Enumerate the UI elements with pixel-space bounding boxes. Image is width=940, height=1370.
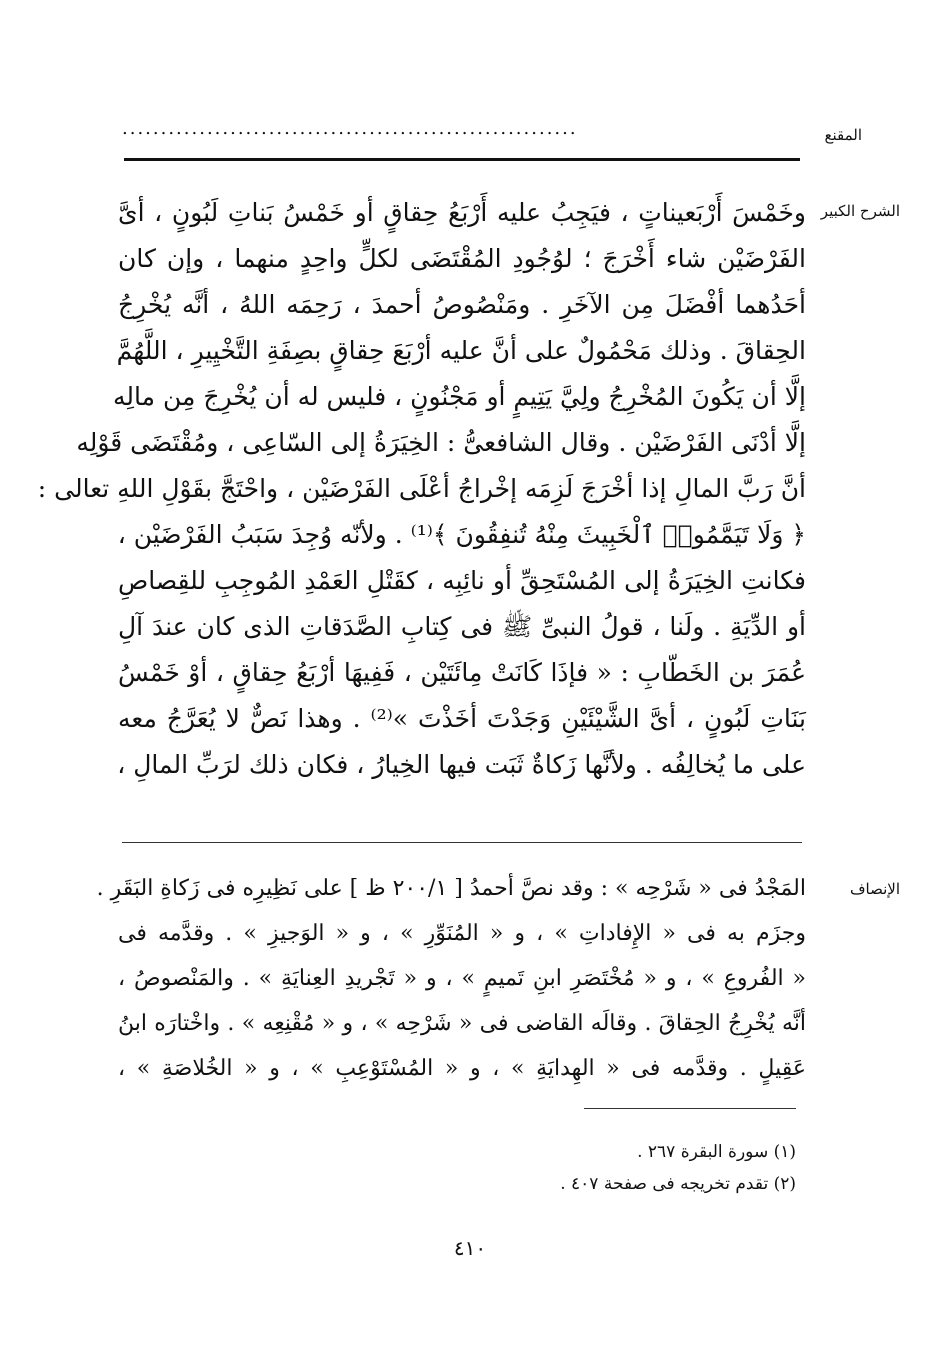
text-line: إلَّا أن يَكُونَ المُخْرِجُ ولِيَّ يَتِيمٍ أو مَجْنُونٍ ، فليس له أن يُخْرِجَ مِن مالِه	[113, 382, 806, 411]
text-line: أنَّ رَبَّ المالِ إذا أخْرَجَ لَزِمَه إخْراجُ أعْلَى الفَرْضَيْن ، واحْتَجَّ بقَوْلِ اللهِ تعالى :	[37, 474, 806, 503]
text-line: بَنَاتِ لَبُونٍ ، أىَّ الشَّيْئَيْنِ وَجَدْتَ أخَذْتَ »⁽²⁾ . وهذا نَصٌّ لا يُعَرَّجُ معه	[118, 704, 806, 733]
footnote-divider	[584, 1108, 796, 1109]
footnote: (٢) تقدم تخريجه فى صفحة ٤٠٧ .	[560, 1174, 796, 1194]
text-line: الفَرْضَيْن شاء أَخْرَجَ ؛ لوُجُودِ المُقْتَضَى لكلٍّ واحِدٍ منهما ، وإن كان	[118, 244, 806, 273]
text-line: أو الدِّيَةِ . ولَنا ، قولُ النبىِّ ﷺ فى كِتابِ الصَّدَقاتِ الذى كان عندَ آلِ	[118, 612, 806, 641]
text-line: المَجْدُ فى « شَرْحِه » : وقد نصَّ أحمدُ [ ٢٠٠/١ ظ ] على نَظِيرِه فى زَكاةِ البَقَرِ .	[96, 876, 806, 901]
text-line: وخَمْسَ أَرْبَعيناتٍ ، فيَجِبُ عليه أَرْبَعُ حِقاقٍ أو خَمْسُ بَناتِ لَبُونٍ ، أىَّ	[118, 198, 806, 227]
main-commentary-text	[37, 190, 806, 788]
margin-label-sharh: الشرح الكبير	[820, 202, 900, 220]
text-line: الحِقاقَ . وذلك مَحْمُولٌ على أنَّ عليه أرْبَعَ حِقاقٍ بصِفَةِ التَّخْيِيرِ ، اللَّهُمَّ	[116, 336, 806, 365]
text-line: عَقِيلٍ . وقدَّمه فى « الهِدايَةِ » ، و « المُسْتَوْعِبِ » ، و « الخُلاصَةِ » ،	[118, 1056, 806, 1081]
text-line: فكانتِ الخِيَرَةُ إلى المُسْتَحِقِّ أو نائِبِه ، كقَتْلِ العَمْدِ المُوجِبِ للقِصاصِ	[118, 566, 806, 595]
header-rule	[124, 158, 800, 161]
text-line: على ما يُخالِفُه . ولأنَّها زَكاةٌ ثَبَت فيها الخِيارُ ، فكان ذلك لرَبِّ المالِ ،	[117, 750, 806, 779]
text-line: أنَّه يُخْرِجُ الحِقاقَ . وقالَه القاضى فى « شَرْحِه » ، و « مُقْنِعِه » . واخْتارَه ابنُ	[118, 1011, 806, 1036]
page-number: ٤١٠	[453, 1236, 487, 1260]
header-dotted-leader: ...........................................................	[122, 118, 578, 139]
book-title-header: المقنع	[824, 126, 862, 144]
insaf-text	[96, 866, 806, 1091]
text-line: وجزَم به فى « الإِفاداتِ » ، و « المُنَوِّرِ » ، و « الوَجيزِ » . وقدَّمه فى	[118, 921, 806, 946]
text-line: أحَدُهما أفْضَلَ مِن الآخَرِ . ومَنْصُوصُ أحمدَ ، رَحِمَه اللهُ ، أنَّه يُخْرِجُ	[118, 290, 806, 319]
footnotes	[296, 1136, 796, 1200]
section-divider	[122, 842, 802, 843]
text-line: عُمَرَ بن الخَطّابِ : « فإذَا كَانَتْ مِائَتَيْن ، فَفِيهَا أرْبَعُ حِقاقٍ ، أوْ خَمْسُ	[118, 658, 806, 687]
margin-label-insaf: الإنصاف	[849, 880, 900, 898]
text-line: « الفُروعِ » ، و « مُخْتَصَرِ ابنِ تَميمٍ » ، و « تَجْريدِ العِنايَةِ » . والمَنْصوصُ ،	[118, 966, 806, 991]
footnote: (١) سورة البقرة ٢٦٧ .	[637, 1142, 796, 1162]
text-line: ﴿ وَلَا تَيَمَّمُوا۟ ٱلْخَبِيثَ مِنْهُ تُنفِقُونَ ﴾⁽¹⁾ . ولأنّه وُجِدَ سَبَبُ الفَرْضَيْن ،	[117, 520, 806, 549]
text-line: إلَّا أدْنَى الفَرْضَيْن . وقال الشافعىُّ : الخِيَرَةُ إلى السّاعِى ، ومُقْتَضَى قَوْلِه	[76, 428, 806, 457]
